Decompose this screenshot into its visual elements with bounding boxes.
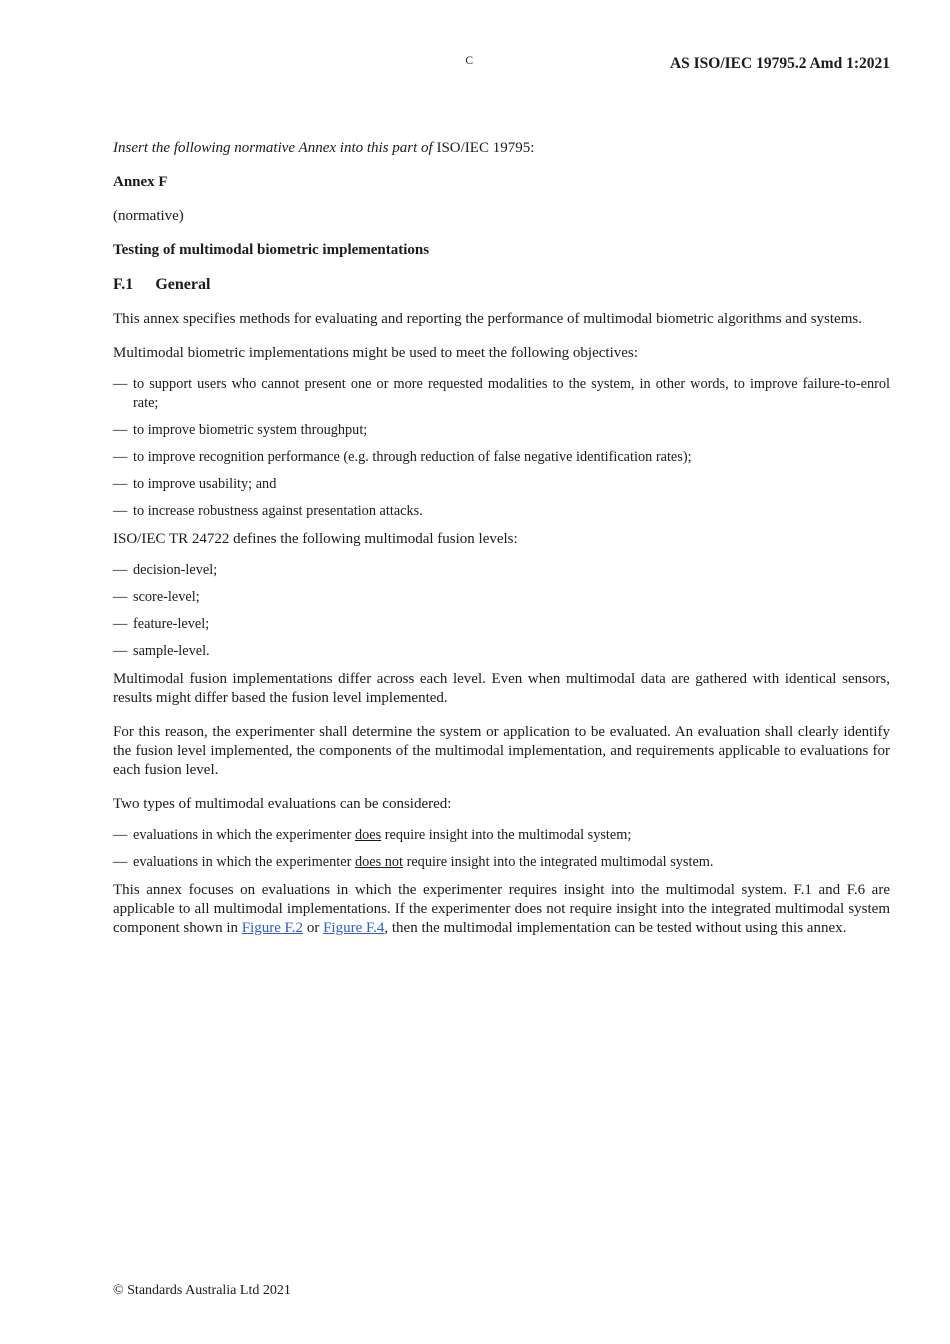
list-dash: — — [113, 643, 128, 659]
list-item-text: feature-level; — [133, 616, 210, 632]
list-item — [113, 502, 890, 521]
paragraph-objectives-intro: Multimodal biometric implementations might be used to meet the following objectives: — [113, 345, 638, 361]
list-item-text-underlined: does not — [354, 854, 403, 870]
annex-title: Annex F — [113, 174, 168, 190]
list-item — [113, 588, 890, 607]
closing-text-2: or — [303, 920, 324, 936]
evaluation-types-list — [113, 826, 890, 872]
closing-text-3: , then the multimodal implementation can be tested without using this annex. — [384, 920, 847, 936]
list-item — [113, 475, 890, 494]
list-item-text-post: require insight into the multimodal system; — [381, 827, 632, 843]
fusion-levels-list — [113, 561, 890, 661]
page-content — [113, 139, 890, 938]
section-title: General — [155, 276, 211, 293]
paragraph-evaluations-intro: Two types of multimodal evaluations can be considered: — [113, 796, 452, 812]
list-item-text-underlined: does — [354, 827, 382, 843]
insert-instruction — [113, 139, 890, 158]
list-dash: — — [113, 476, 128, 492]
list-item — [113, 642, 890, 661]
section-number: F.1 — [113, 276, 134, 293]
list-dash: — — [113, 589, 128, 605]
list-item-text: to support users who cannot present one or more requested modalities to the system, in other words, to improve failure-to-enrol rate; — [133, 376, 890, 411]
section-heading — [113, 275, 890, 295]
document-number: AS ISO/IEC 19795.2 Amd 1:2021 — [669, 55, 890, 72]
list-dash: — — [113, 562, 128, 578]
figure-f4-link[interactable]: Figure F.4 — [323, 920, 385, 936]
list-dash: — — [113, 503, 128, 519]
list-dash: — — [113, 449, 128, 465]
list-item-text-pre: evaluations in which the experimenter — [133, 854, 355, 870]
page-header — [113, 55, 890, 73]
list-item — [113, 826, 890, 845]
list-item-text-pre: evaluations in which the experimenter — [133, 827, 355, 843]
copyright-notice: © Standards Australia Ltd 2021 — [113, 1283, 291, 1298]
list-item — [113, 615, 890, 634]
list-item — [113, 561, 890, 580]
list-item-text: to improve biometric system throughput; — [133, 422, 368, 438]
list-dash: — — [113, 854, 128, 870]
list-item-text: to increase robustness against presentation attacks. — [133, 503, 423, 519]
list-item — [113, 421, 890, 440]
paragraph-fusion-note: Multimodal fusion implementations differ across each level. Even when multimodal data are gathered with identical sensors, results might differ based the fusion level implemented. — [113, 671, 890, 706]
list-item-text: decision-level; — [133, 562, 218, 578]
insert-instruction-regular: ISO/IEC 19795: — [436, 140, 535, 156]
list-item — [113, 448, 890, 467]
figure-f2-link[interactable]: Figure F.2 — [241, 920, 304, 936]
list-dash: — — [113, 376, 128, 392]
header-center-mark: C — [465, 55, 474, 67]
paragraph-reason: For this reason, the experimenter shall determine the system or application to be evaluated. An evaluation shall clearly identify the fusion level implemented, the components of the multimodal implementation, and requirements applicable to evaluations for each fusion level. — [113, 724, 890, 778]
list-item-text: to improve recognition performance (e.g. through reduction of false negative identification rates); — [133, 449, 692, 465]
list-dash: — — [113, 616, 128, 632]
paragraph-fusion-intro: ISO/IEC TR 24722 defines the following multimodal fusion levels: — [113, 531, 518, 547]
annex-designation: (normative) — [113, 208, 184, 224]
list-item-text: to improve usability; and — [133, 476, 277, 492]
insert-instruction-italic: Insert the following normative Annex into this part of — [113, 140, 437, 156]
annex-heading: Testing of multimodal biometric implementations — [113, 242, 430, 258]
list-dash: — — [113, 422, 128, 438]
list-dash: — — [113, 827, 128, 843]
list-item-text: sample-level. — [133, 643, 210, 659]
list-item — [113, 375, 890, 413]
closing-text-1: This annex focuses on evaluations in which the experimenter requires insight into the multimodal system. F.1 and F.6 are applicable to all multimodal implementations. If the experimenter does not require insight into the integrated multimodal system component shown in — [113, 882, 890, 936]
list-item — [113, 853, 890, 872]
objectives-list — [113, 375, 890, 521]
list-item-text: score-level; — [133, 589, 200, 605]
paragraph-closing — [113, 881, 890, 938]
paragraph-scope: This annex specifies methods for evaluating and reporting the performance of multimodal biometric algorithms and systems. — [113, 311, 862, 327]
list-item-text-post: require insight into the integrated multimodal system. — [403, 854, 714, 870]
